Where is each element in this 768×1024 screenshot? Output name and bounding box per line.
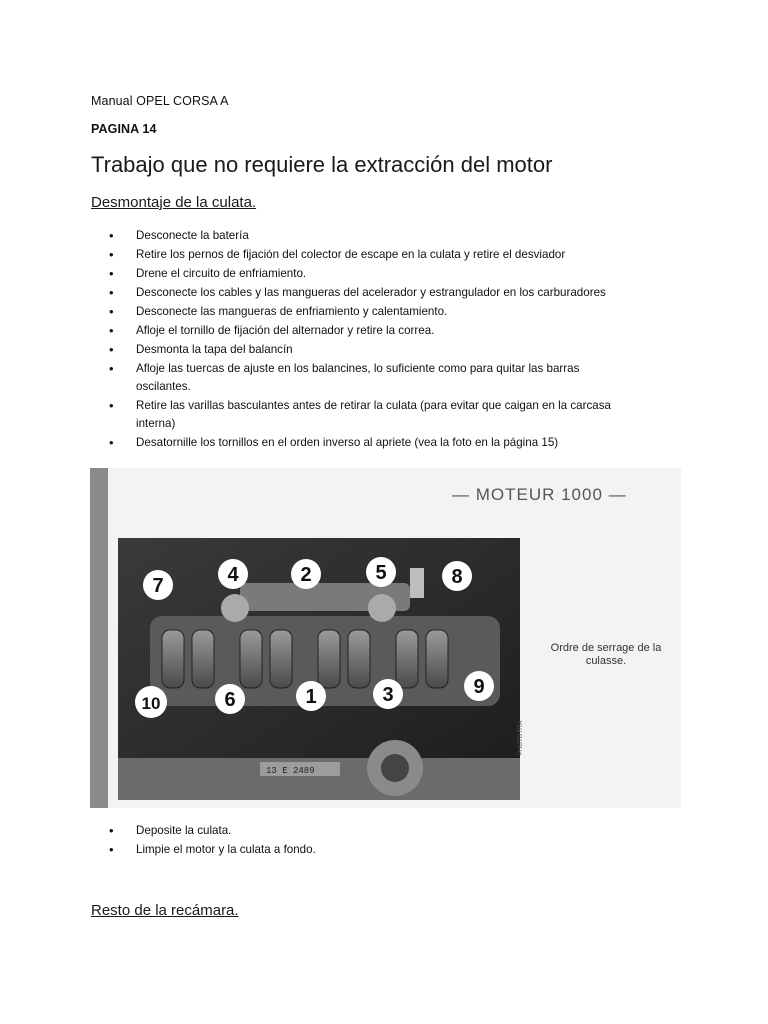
bullet-icon: • (109, 823, 114, 838)
bolt-7: 7 (152, 575, 164, 597)
list-item: • Retire las varillas basculantes antes de retirar la culata (para evitar que caigan en la carcasa interna) (109, 398, 611, 430)
bullet-icon: • (109, 266, 114, 281)
list-item: • Afloje las tuercas de ajuste en los balancines, lo suficiente como para quitar las barras oscilantes. (109, 361, 580, 393)
bullet-icon: • (109, 842, 114, 857)
photo-note-line2: culasse. (585, 655, 627, 667)
list-item: • Limpie el motor y la culata a fondo. (109, 842, 316, 857)
bullet-icon: • (109, 342, 114, 357)
list-item: • Desatornille los tornillos en el orden inverso al apriete (vea la foto en la página 15) (109, 435, 559, 450)
list-item: • Drene el circuito de enfriamiento. (109, 266, 307, 281)
list-item: • Desconecte la batería (109, 228, 249, 243)
bullet-icon: • (109, 304, 114, 319)
photo-note-line1: Ordre de serrage de la (550, 642, 662, 654)
bolt-9: 9 (473, 676, 485, 698)
plate-text: 13 E 2489 (266, 766, 315, 776)
photo-note (536, 642, 676, 668)
bullet-icon: • (109, 228, 114, 243)
bolt-5: 5 (375, 562, 387, 584)
bullet-icon: • (109, 435, 114, 450)
list-item: • Deposite la culata. (109, 823, 232, 838)
bolt-4: 4 (227, 564, 239, 586)
photo-caption: — MOTEUR 1000 — (452, 485, 627, 504)
list-item: • Afloje el tornillo de fijación del alternador y retire la correa. (109, 323, 435, 338)
engine-photo (90, 468, 681, 808)
steps-list-culata (91, 226, 631, 452)
bullet-icon: • (109, 285, 114, 300)
photo-credit: PHOTO RTA (518, 720, 524, 755)
steps-list-final (91, 821, 631, 859)
bolt-6: 6 (224, 689, 236, 711)
section-heading-recamara: Resto de la recámara. (91, 902, 239, 919)
bullet-icon: • (109, 398, 114, 413)
bolt-2: 2 (300, 564, 312, 586)
section-heading-culata: Desmontaje de la culata. (91, 194, 257, 211)
bolt-8: 8 (451, 566, 463, 588)
bullet-icon: • (109, 247, 114, 262)
list-item: • Desmonta la tapa del balancín (109, 342, 293, 357)
list-item: • Retire los pernos de fijación del colector de escape en la culata y retire el desviador (109, 247, 566, 262)
document-title: Manual OPEL CORSA A (91, 94, 229, 108)
bolt-3: 3 (382, 684, 394, 706)
list-item: • Desconecte las mangueras de enfriamiento y calentamiento. (109, 304, 448, 319)
bullet-icon: • (109, 361, 114, 376)
bolt-10: 10 (141, 694, 161, 713)
bolt-1: 1 (305, 686, 317, 708)
page-heading: Trabajo que no requiere la extracción del motor (91, 152, 553, 177)
list-item: • Desconecte los cables y las mangueras del acelerador y estrangulador en los carburadores (109, 285, 606, 300)
bullet-icon: • (109, 323, 114, 338)
engine-photo-drawing (90, 468, 681, 808)
page-number: PAGINA 14 (91, 122, 157, 136)
